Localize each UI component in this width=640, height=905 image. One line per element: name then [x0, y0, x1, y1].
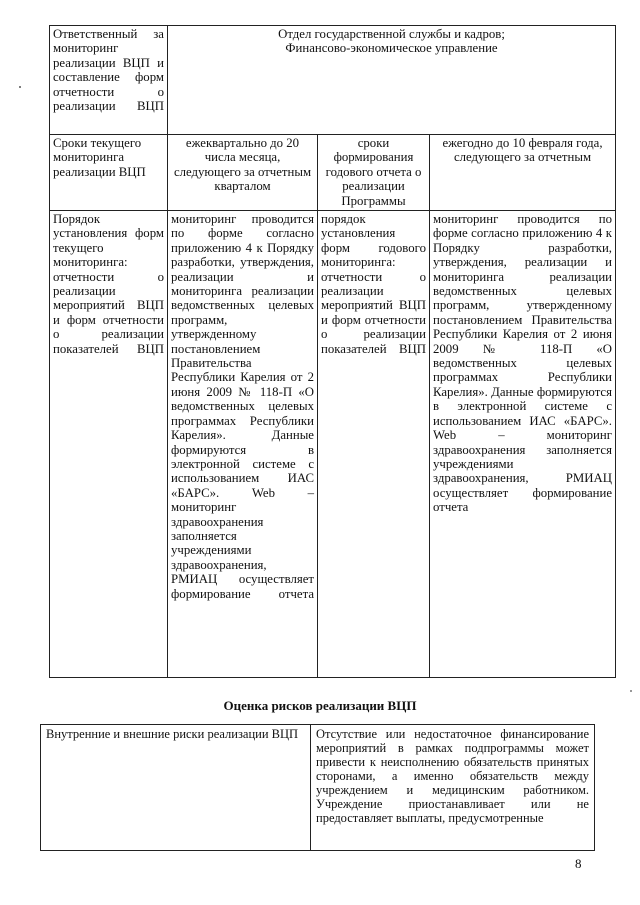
responsible-dept-line: Отдел государственной службы и кадров;: [278, 27, 505, 41]
program-monitoring-table: [49, 25, 616, 678]
table-row: [50, 135, 616, 211]
current-monitoring-forms-label: Порядок установления форм текущего мониторинга: отчетности о реализации мероприятий ВЦП и форм отчетности о реализации показателей ВЦП: [50, 211, 168, 678]
annual-monitoring-forms-label: порядок установления форм годового мониторинга: отчетности о реализации мероприятий ВЦП и форм отчетности о реализации показателей ВЦП: [318, 211, 430, 678]
responsible-finance-line: Финансово-экономическое управление: [285, 41, 498, 56]
risk-description: Отсутствие или недостаточное финансирование мероприятий в рамках подпрограммы может привести к неисполнению обязательств принятых сторонами, а именно обязательств между учреждением и медицинским работником. Учреждение приостанавливает или не предоставляет выплаты, предусмотренные: [311, 725, 595, 851]
responsible-label: Ответственный за мониторинг реализации ВЦП и составление форм отчетности о реализации ВЦП: [50, 26, 168, 135]
table-row: [41, 725, 595, 851]
page-number: 8: [575, 856, 582, 871]
table-row: [50, 26, 616, 135]
annual-monitoring-description: мониторинг проводится по форме согласно приложению 4 к Порядку разработки, утверждения, реализации и мониторинга реализации ведомственных целевых программ, утвержденному постановлением Правительства Республики Карелия от 2 июня 2009 № 118-П «О ведомственных целевых программах Республики Карелия». Данные формируются в электронной системе с использованием ИАС «БАРС». Web – мониторинг здравоохранения заполняется учреждениями здравоохранения, РМИАЦ осуществляет формирование отчета: [430, 211, 616, 678]
annual-deadline: ежегодно до 10 февраля года, следующего за отчетным: [430, 135, 616, 211]
responsible-value: [168, 26, 616, 135]
risk-label: Внутренние и внешние риски реализации ВЦП: [41, 725, 311, 851]
current-monitoring-description: мониторинг проводится по форме согласно приложению 4 к Порядку разработки, утверждения, реализации и мониторинга реализации ведомственных целевых программ, утвержденному постановлением Правительства Республики Карелия от 2 июня 2009 № 118-П «О ведомственных целевых программах Республики Карелия». Данные формируются в электронной системе с использованием ИАС «БАРС». Web – мониторинг здравоохранения заполняется учреждениями здравоохранения, РМИАЦ осуществляет формирование отчета: [168, 211, 318, 678]
table-row: [50, 211, 616, 678]
scan-speck: [630, 690, 632, 692]
risk-section-title: Оценка рисков реализации ВЦП: [223, 698, 417, 713]
monitoring-deadlines-label: Сроки текущего мониторинга реализации ВЦП: [50, 135, 168, 211]
annual-report-deadline-label: сроки формирования годового отчета о реализации Программы: [318, 135, 430, 211]
scan-speck: [19, 86, 21, 88]
quarterly-deadline: ежеквартально до 20 числа месяца, следующего за отчетным кварталом: [168, 135, 318, 211]
risk-table: [40, 724, 595, 851]
